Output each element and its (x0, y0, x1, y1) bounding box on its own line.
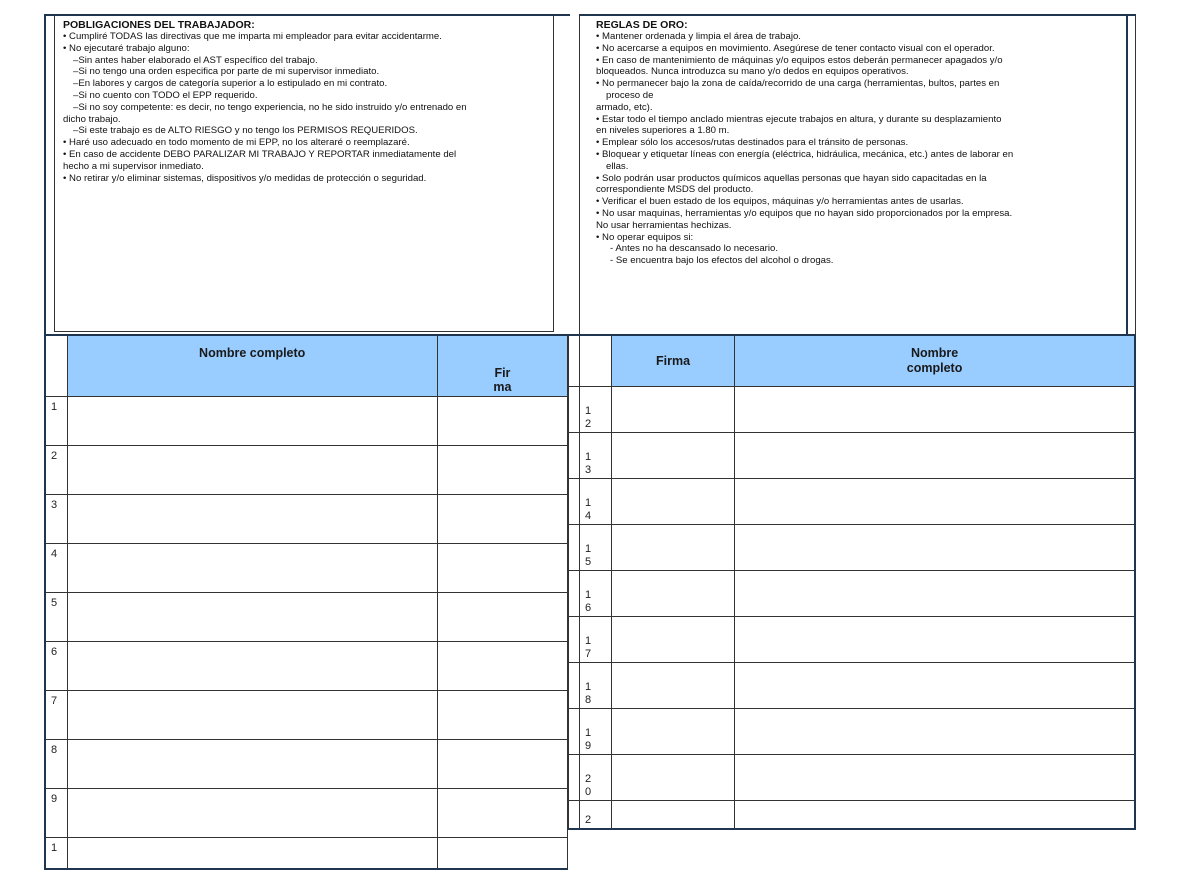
list-item: • No ejecutaré trabajo alguno: (63, 42, 190, 54)
table-gap-cell (569, 387, 580, 433)
list-item: –En labores y cargos de categoría superior a lo estipulado en mi contrato. (73, 78, 388, 90)
golden-rules-panel (579, 14, 1136, 336)
row-number: 2 (45, 446, 67, 495)
table-row (45, 740, 568, 789)
worker-obligations-list (63, 31, 545, 184)
row-number: 1 2 (580, 387, 612, 433)
list-item: proceso de (606, 89, 654, 101)
list-item: • Mantener ordenada y limpia el área de trabajo. (596, 31, 801, 42)
full-name-cell[interactable] (735, 525, 1135, 571)
table-row (45, 495, 568, 544)
signature-cell[interactable] (437, 691, 567, 740)
golden-rules-title: REGLAS DE ORO: (596, 19, 688, 31)
row-number: 1 7 (580, 617, 612, 663)
worker-obligations-title: POBLIGACIONES DEL TRABAJADOR: (63, 19, 255, 31)
row-number: 9 (45, 789, 67, 838)
signature-cell[interactable] (612, 479, 735, 525)
table-row (45, 691, 568, 740)
full-name-cell[interactable] (67, 838, 437, 870)
list-item: - Se encuentra bajo los efectos del alcohol o drogas. (610, 255, 834, 267)
table-gap-cell (569, 525, 580, 571)
table-gap-cell (569, 801, 580, 830)
full-name-cell[interactable] (735, 663, 1135, 709)
list-item: • Cumpliré TODAS las directivas que me imparta mi empleador para evitar accidentarme. (63, 31, 442, 42)
signature-cell[interactable] (612, 387, 735, 433)
signature-cell[interactable] (437, 740, 567, 789)
signature-cell[interactable] (437, 397, 567, 446)
full-name-cell[interactable] (735, 709, 1135, 755)
full-name-cell[interactable] (735, 433, 1135, 479)
row-number: 3 (45, 495, 67, 544)
table-header-row (569, 335, 1136, 387)
full-name-cell[interactable] (67, 397, 437, 446)
worker-obligations-panel (44, 14, 570, 336)
table-row (45, 642, 568, 691)
row-number: 1 8 (580, 663, 612, 709)
table-row (569, 571, 1136, 617)
table-row (45, 838, 568, 870)
list-item: • No permanecer bajo la zona de caída/recorrido de una carga (herramientas, bultos, partes en (596, 78, 1000, 90)
signature-table-left-body (45, 397, 568, 870)
table-row (569, 709, 1136, 755)
table-row (569, 433, 1136, 479)
row-number: 1 (45, 397, 67, 446)
list-item: –Sin antes haber elaborado el AST específico del trabajo. (73, 54, 318, 66)
list-item: • No usar maquinas, herramientas y/o equipos que no hayan sido proporcionados por la empresa. (596, 207, 1013, 219)
row-number: 1 5 (580, 525, 612, 571)
table-row (569, 801, 1136, 830)
number-column-header (580, 335, 612, 387)
table-gap-cell (569, 663, 580, 709)
row-number: 1 3 (580, 433, 612, 479)
list-item: • Emplear sólo los accesos/rutas destinados para el tránsito de personas. (596, 137, 909, 149)
table-row (569, 617, 1136, 663)
list-item: –Si no tengo una orden especifica por parte de mi supervisor inmediato. (73, 66, 380, 78)
table-header-row (45, 335, 568, 397)
table-row (569, 663, 1136, 709)
table-row (569, 755, 1136, 801)
list-item: hecho a mi supervisor inmediato. (63, 160, 204, 172)
panel-border (1126, 16, 1128, 336)
full-name-cell[interactable] (67, 495, 437, 544)
table-row (45, 544, 568, 593)
full-name-cell[interactable] (735, 801, 1135, 830)
full-name-cell[interactable] (67, 789, 437, 838)
full-name-cell[interactable] (735, 479, 1135, 525)
full-name-cell[interactable] (67, 446, 437, 495)
signature-cell[interactable] (612, 755, 735, 801)
signature-cell[interactable] (612, 525, 735, 571)
table-gap-cell (569, 709, 580, 755)
row-number: 6 (45, 642, 67, 691)
signature-table-left (44, 334, 568, 870)
list-item: en niveles superiores a 1.80 m. (596, 125, 730, 137)
row-number: 1 (45, 838, 67, 870)
worker-obligations-box (54, 16, 554, 332)
signature-cell[interactable] (612, 617, 735, 663)
signature-cell[interactable] (437, 838, 567, 870)
signature-cell[interactable] (437, 642, 567, 691)
row-number: 1 9 (580, 709, 612, 755)
full-name-cell[interactable] (67, 593, 437, 642)
table-gap-cell (569, 571, 580, 617)
full-name-cell[interactable] (735, 387, 1135, 433)
signature-table-right (568, 334, 1136, 830)
signature-cell[interactable] (612, 571, 735, 617)
signature-cell[interactable] (612, 663, 735, 709)
list-item: • Haré uso adecuado en todo momento de mi EPP, no los alteraré o reemplazaré. (63, 137, 410, 149)
signature-cell[interactable] (612, 709, 735, 755)
row-number: 1 6 (580, 571, 612, 617)
list-item: • No retirar y/o eliminar sistemas, dispositivos y/o medidas de protección o seguridad. (63, 172, 427, 184)
table-row (45, 789, 568, 838)
signature-column-header: Firma (612, 335, 735, 387)
signature-table-right-body (569, 387, 1136, 830)
golden-rules-list (596, 31, 1105, 267)
list-item: • En caso de accidente DEBO PARALIZAR MI TRABAJO Y REPORTAR inmediatamente del (63, 148, 457, 160)
golden-rules-box (588, 16, 1113, 270)
signature-cell[interactable] (437, 544, 567, 593)
table-gap-cell (569, 433, 580, 479)
table-row (569, 525, 1136, 571)
list-item: –Si no cuento con TODO el EPP requerido. (73, 89, 258, 101)
signature-cell[interactable] (437, 446, 567, 495)
table-gap-cell (569, 617, 580, 663)
row-number: 8 (45, 740, 67, 789)
table-row (45, 446, 568, 495)
list-item: - Antes no ha descansado lo necesario. (610, 243, 779, 255)
list-item: • No operar equipos si: (596, 231, 694, 243)
list-item: –Si este trabajo es de ALTO RIESGO y no tengo los PERMISOS REQUERIDOS. (73, 125, 418, 137)
table-gap-column (569, 335, 580, 387)
table-row (45, 593, 568, 642)
list-item: No usar herramientas hechizas. (596, 219, 732, 231)
row-number: 2 (580, 801, 612, 830)
list-item: –Si no soy competente: es decir, no tengo experiencia, no he sido instruido y/o entrenado en (73, 101, 467, 113)
number-column-header (45, 335, 67, 397)
full-name-cell[interactable] (67, 642, 437, 691)
table-gap-cell (569, 479, 580, 525)
row-number: 1 4 (580, 479, 612, 525)
full-name-cell[interactable] (67, 691, 437, 740)
list-item: correspondiente MSDS del producto. (596, 184, 754, 196)
full-name-column-header: Nombre completo (735, 335, 1135, 387)
list-item: dicho trabajo. (63, 113, 121, 125)
list-item: • En caso de mantenimiento de máquinas y/o equipos estos deberán permanecer apagados y/o (596, 54, 1003, 66)
full-name-cell[interactable] (735, 617, 1135, 663)
list-item: armado, etc). (596, 101, 653, 113)
list-item: • Bloquear y etiquetar líneas con energía (eléctrica, hidráulica, mecánica, etc.) antes de laborar en (596, 148, 1014, 160)
signature-column-header: Fir ma (437, 335, 567, 397)
full-name-cell[interactable] (67, 544, 437, 593)
panel-border (1135, 16, 1136, 336)
table-row (569, 387, 1136, 433)
list-item: • Verificar el buen estado de los equipos, máquinas y/o herramientas antes de usarlas. (596, 196, 964, 208)
full-name-cell[interactable] (735, 571, 1135, 617)
signature-cell[interactable] (437, 593, 567, 642)
row-number: 4 (45, 544, 67, 593)
list-item: • Solo podrán usar productos químicos aquellas personas que hayan sido capacitadas en la (596, 172, 987, 184)
signature-cell[interactable] (612, 801, 735, 830)
signature-cell[interactable] (437, 789, 567, 838)
list-item: bloqueados. Nunca introduzca su mano y/o dedos en equipos operativos. (596, 66, 909, 78)
row-number: 2 0 (580, 755, 612, 801)
table-gap-cell (569, 755, 580, 801)
full-name-column-header: Nombre completo (67, 335, 437, 397)
full-name-cell[interactable] (735, 755, 1135, 801)
table-row (45, 397, 568, 446)
signature-cell[interactable] (437, 495, 567, 544)
signature-cell[interactable] (612, 433, 735, 479)
row-number: 7 (45, 691, 67, 740)
full-name-cell[interactable] (67, 740, 437, 789)
table-row (569, 479, 1136, 525)
list-item: • Estar todo el tiempo anclado mientras ejecute trabajos en altura, y durante su desplazamiento (596, 113, 1002, 125)
list-item: ellas. (606, 160, 629, 172)
row-number: 5 (45, 593, 67, 642)
list-item: • No acercarse a equipos en movimiento. Asegúrese de tener contacto visual con el operador. (596, 42, 995, 54)
